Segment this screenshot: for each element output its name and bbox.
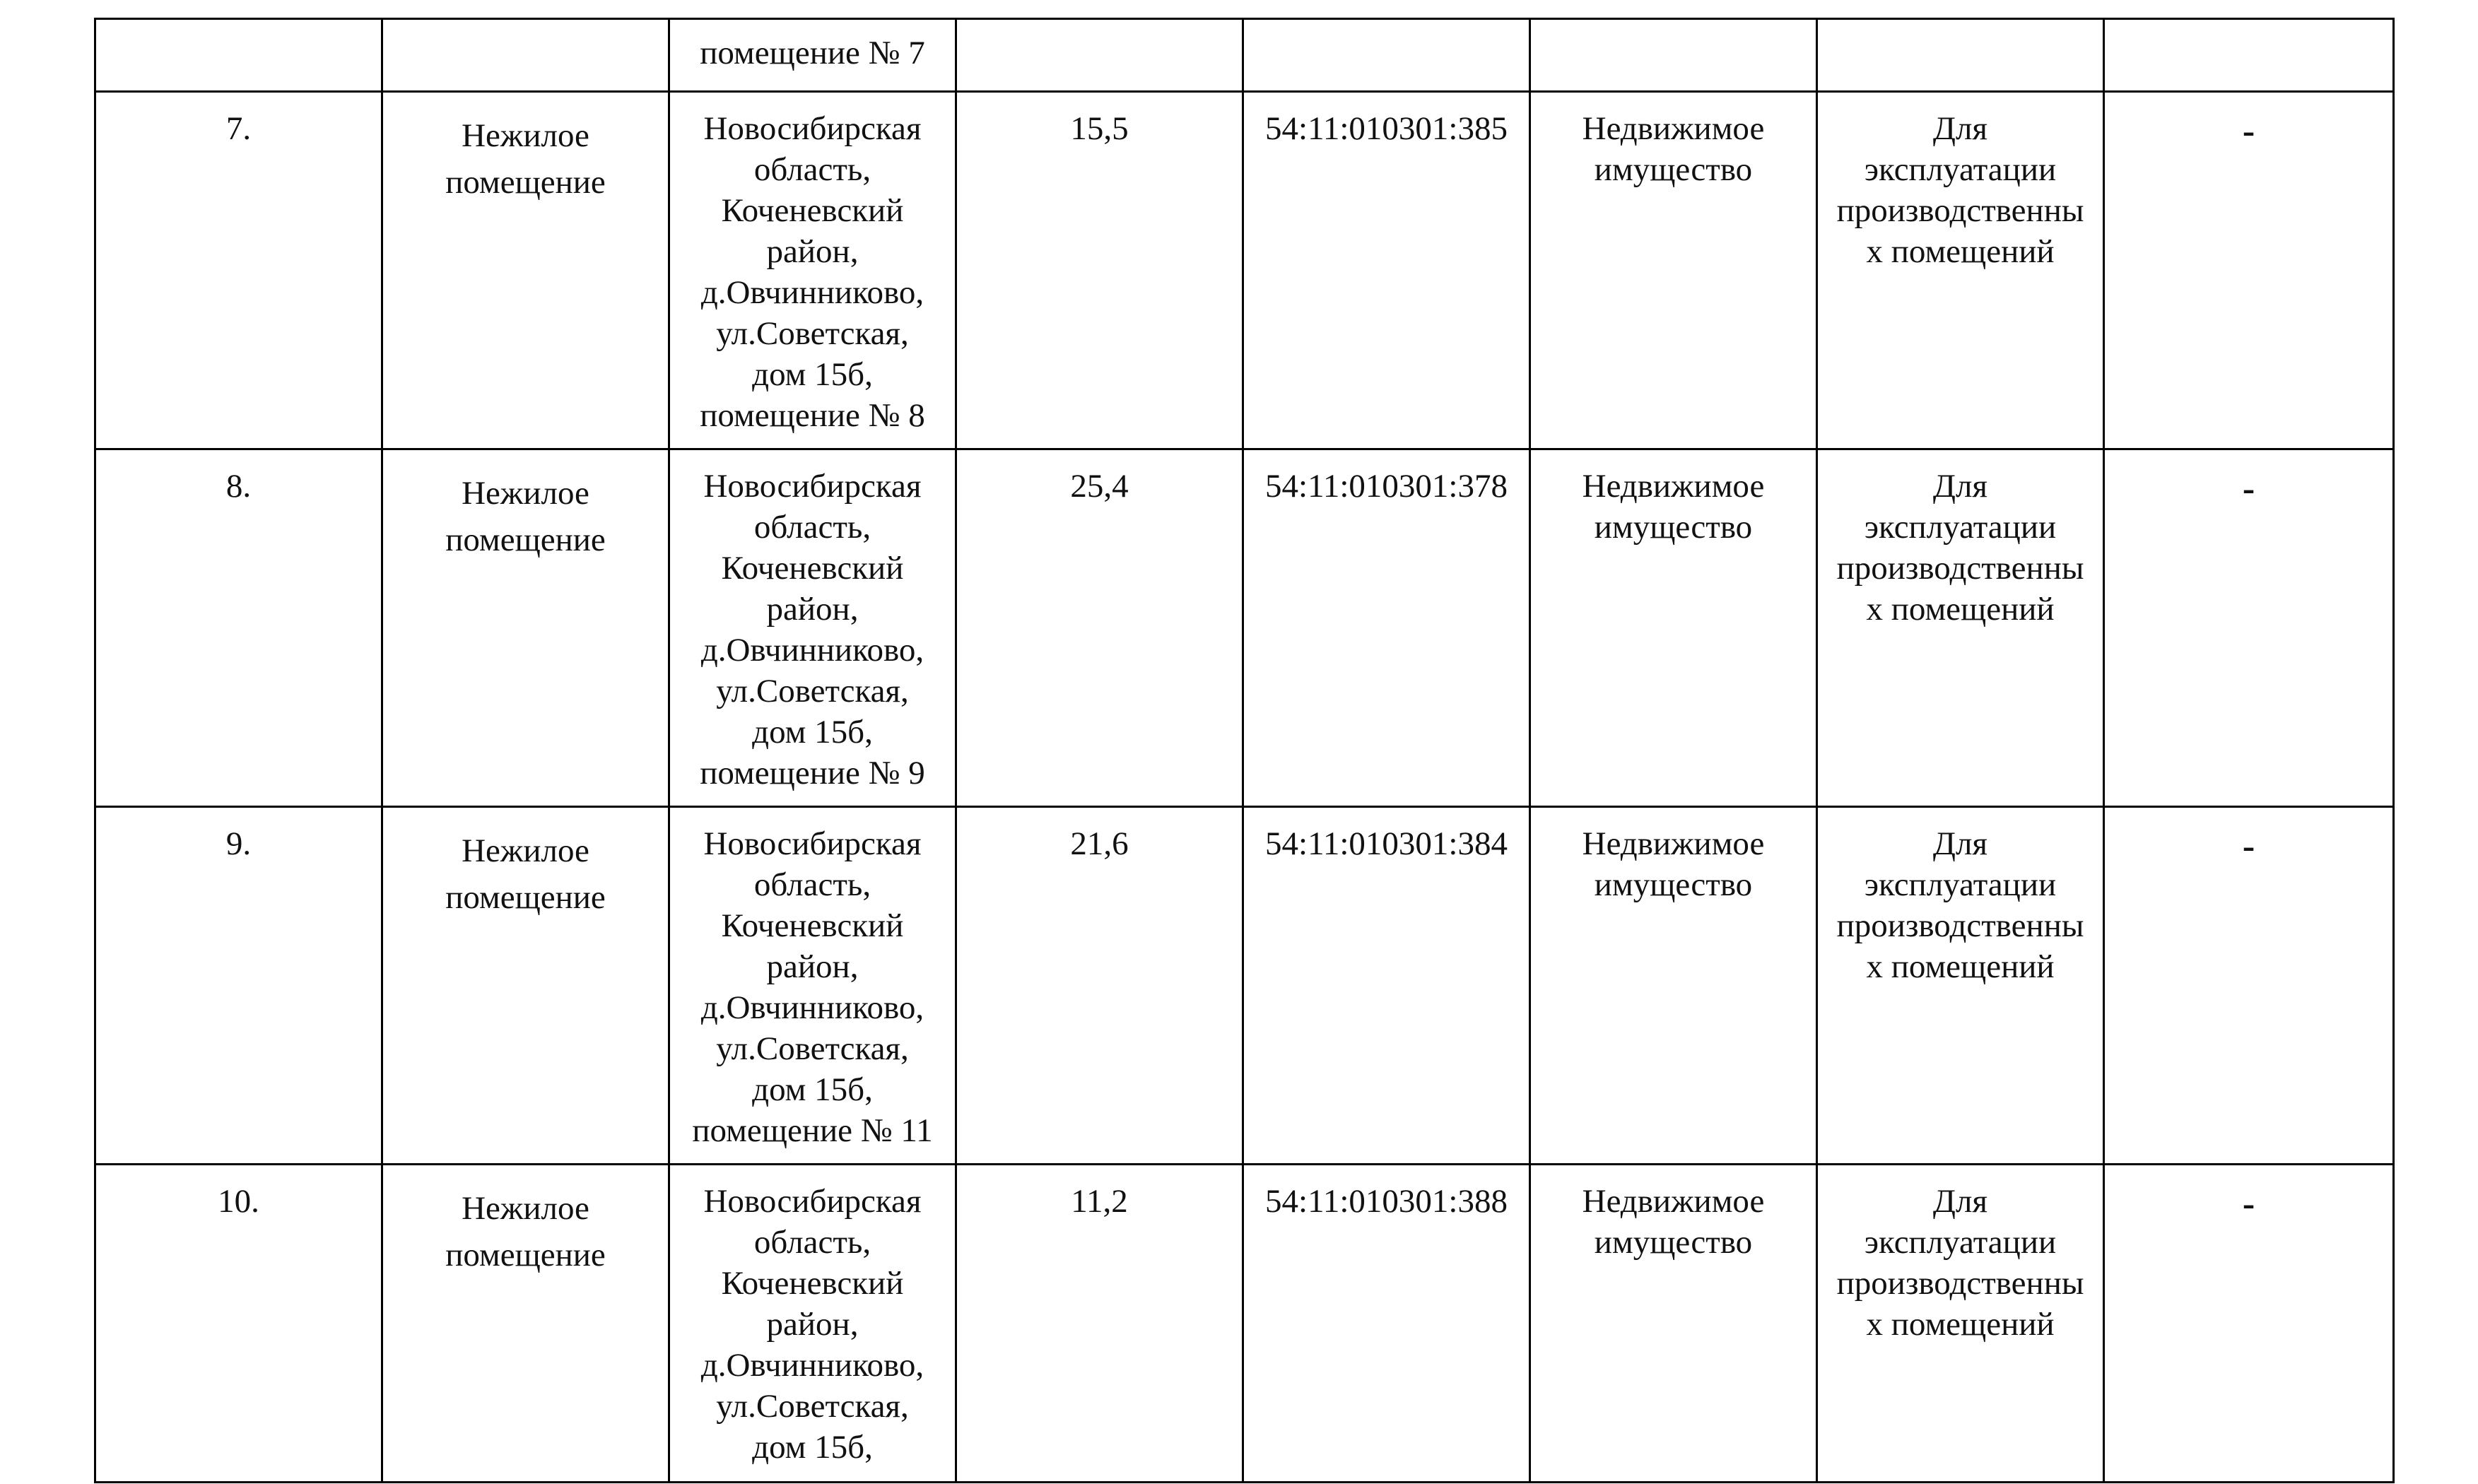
table-row bbox=[95, 449, 2394, 807]
cell-purpose: Для эксплуатации производственны х помещений bbox=[1817, 1165, 2104, 1483]
cell-address: помещение № 7 bbox=[669, 19, 956, 92]
table-row bbox=[95, 807, 2394, 1165]
property-registry-table bbox=[94, 18, 2395, 1483]
table-row-continued bbox=[95, 19, 2394, 92]
table-row bbox=[95, 1165, 2394, 1483]
cell-area: 21,6 bbox=[956, 807, 1243, 1165]
cell-cadastral: 54:11:010301:385 bbox=[1243, 92, 1530, 449]
table-row bbox=[95, 92, 2394, 449]
cell-num: 10. bbox=[95, 1165, 382, 1483]
cell-cadastral: 54:11:010301:378 bbox=[1243, 449, 1530, 807]
cell-cadastral bbox=[1243, 19, 1530, 92]
cell-num: 9. bbox=[95, 807, 382, 1165]
cell-category: Недвижимое имущество bbox=[1530, 92, 1817, 449]
cell-num bbox=[95, 19, 382, 92]
cell-area: 25,4 bbox=[956, 449, 1243, 807]
cell-note: - bbox=[2104, 449, 2394, 807]
cell-num: 7. bbox=[95, 92, 382, 449]
cell-note bbox=[2104, 19, 2394, 92]
cell-cadastral: 54:11:010301:384 bbox=[1243, 807, 1530, 1165]
cell-note: - bbox=[2104, 92, 2394, 449]
cell-area: 15,5 bbox=[956, 92, 1243, 449]
cell-category: Недвижимое имущество bbox=[1530, 449, 1817, 807]
cell-type: Нежилое помещение bbox=[382, 449, 669, 807]
cell-category bbox=[1530, 19, 1817, 92]
cell-type bbox=[382, 19, 669, 92]
cell-purpose: Для эксплуатации производственны х помещений bbox=[1817, 92, 2104, 449]
cell-address: Новосибирская область, Коченевский район, д.Овчинниково, ул.Советская, дом 15б, bbox=[669, 1165, 956, 1483]
cell-type: Нежилое помещение bbox=[382, 92, 669, 449]
cell-note: - bbox=[2104, 1165, 2394, 1483]
cell-cadastral: 54:11:010301:388 bbox=[1243, 1165, 1530, 1483]
cell-note: - bbox=[2104, 807, 2394, 1165]
cell-type: Нежилое помещение bbox=[382, 807, 669, 1165]
cell-address: Новосибирская область, Коченевский район, д.Овчинниково, ул.Советская, дом 15б, помещение № 9 bbox=[669, 449, 956, 807]
cell-address: Новосибирская область, Коченевский район, д.Овчинниково, ул.Советская, дом 15б, помещение № 11 bbox=[669, 807, 956, 1165]
cell-category: Недвижимое имущество bbox=[1530, 807, 1817, 1165]
cell-address: Новосибирская область, Коченевский район, д.Овчинниково, ул.Советская, дом 15б, помещение № 8 bbox=[669, 92, 956, 449]
cell-area: 11,2 bbox=[956, 1165, 1243, 1483]
cell-purpose: Для эксплуатации производственны х помещений bbox=[1817, 449, 2104, 807]
cell-purpose: Для эксплуатации производственны х помещений bbox=[1817, 807, 2104, 1165]
cell-area bbox=[956, 19, 1243, 92]
cell-category: Недвижимое имущество bbox=[1530, 1165, 1817, 1483]
cell-purpose bbox=[1817, 19, 2104, 92]
cell-num: 8. bbox=[95, 449, 382, 807]
cell-type: Нежилое помещение bbox=[382, 1165, 669, 1483]
